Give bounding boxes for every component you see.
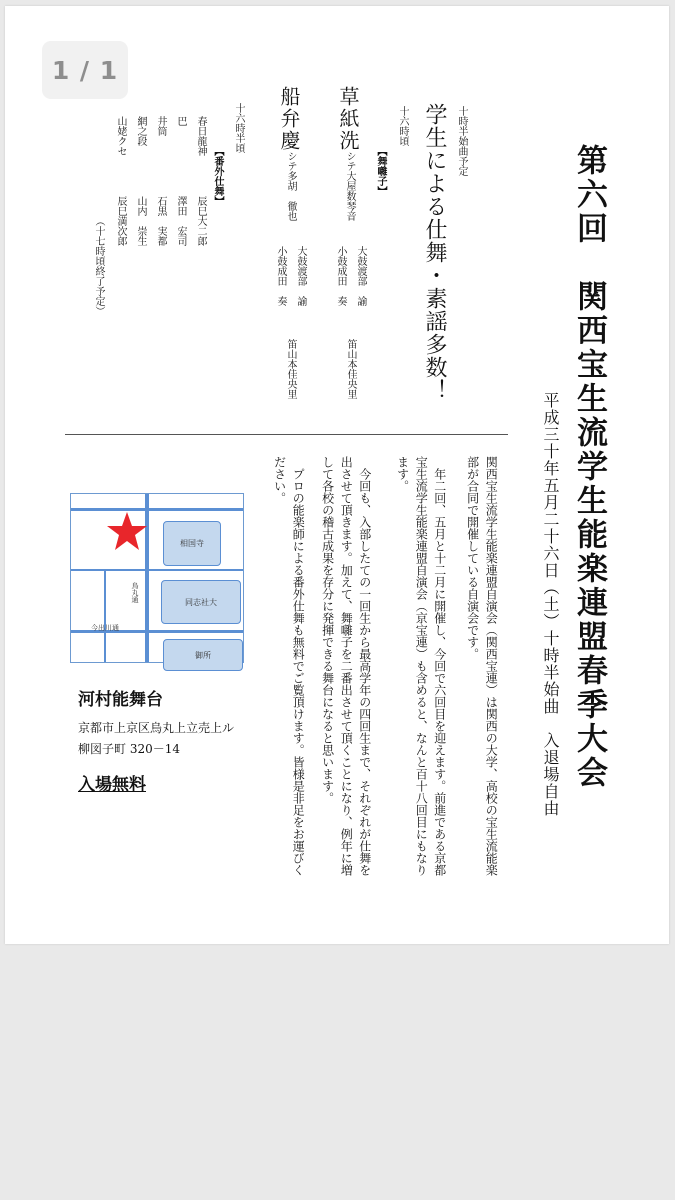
bayashi-taiko: 大鼓渡部 諭 — [355, 246, 366, 306]
headline: 学生による仕舞・素謡多数！ — [422, 103, 447, 402]
road — [104, 569, 106, 662]
bayashi-shite: シテ大屋数琴音 — [344, 151, 355, 221]
bangai-label: 【番外仕舞】 — [212, 146, 223, 206]
venue-address: 京都市上京区烏丸上立売上ル — [78, 721, 235, 735]
bayashi-shite: シテ多胡 徹也 — [285, 151, 296, 221]
admission-free: 入場無料 — [78, 775, 146, 795]
bangai-performer: 辰巳満次郎 — [115, 196, 126, 246]
venue-name: 河村能舞台 — [78, 690, 163, 710]
bayashi-title: 草紙洗 — [336, 86, 360, 152]
map-block-gosho: 御所 — [163, 639, 243, 671]
bangai-performer: 澤田 宏司 — [175, 196, 186, 246]
bayashi-fue: 笛山本佳央里 — [285, 339, 296, 399]
venue-marker-icon — [106, 510, 148, 552]
venue-map — [70, 493, 244, 663]
map-block-shokokuji: 相国寺 — [163, 521, 221, 566]
map-label-karasuma: 烏丸通 — [131, 582, 139, 603]
bayashi-time: 十六時頃 — [397, 106, 408, 146]
start-note: 十時半始曲予定 — [456, 106, 467, 176]
bangai-performer: 山内 崇生 — [135, 196, 146, 246]
bayashi-label: 【舞囃子】 — [375, 146, 386, 196]
map-block-doshisha: 同志社大 — [161, 580, 241, 624]
description-paragraph: 年二回、五月と十二月に開催し、今回で六回目を迎えます。前進である京都宝生流学生能楽連盟自演会（京宝連）も含めると、なんと百十八回目にもなります。 — [395, 456, 447, 876]
bayashi-kotsuzumi: 小鼓成田 奏 — [275, 246, 286, 306]
end-note: （十七時頃終了予定） — [93, 216, 104, 316]
road — [71, 508, 243, 511]
bangai-performer: 石黒 実都 — [155, 196, 166, 246]
page-indicator: 1 / 1 — [42, 41, 128, 99]
bangai-performer: 辰巳大二郎 — [195, 196, 206, 246]
venue-address-line2: 柳図子町 320－14 — [78, 742, 180, 756]
bayashi-taiko: 大鼓渡部 諭 — [295, 246, 306, 306]
event-date: 平成三十年五月二十六日（土）十時半始曲 入退場自由 — [541, 392, 560, 817]
description-paragraph: 今回も、入部したての一回生から最高学年の四回生まで、それぞれが仕舞を出させて頂きます。加えて、舞囃子を二番出させて頂くことになり、例年に増して各校の稽古成果を存分に発揮できる舞台になると思います。 — [320, 456, 372, 876]
section-divider — [65, 434, 508, 435]
description-paragraph: プロの能楽師による番外仕舞も無料でご覧頂けます。皆様是非足をお運びください。 — [272, 456, 306, 876]
event-title: 第六回 関西宝生流学生能楽連盟春季大会 — [571, 144, 607, 790]
bangai-title: 巴 — [175, 116, 186, 126]
description-paragraph: 関西宝生流学生能楽連盟自演会（関西宝連）は関西の大学、高校の宝生流能楽部が合同で開催している自演会です。 — [465, 456, 499, 876]
bayashi-kotsuzumi: 小鼓成田 奏 — [335, 246, 346, 306]
bangai-title: 山姥クセ — [115, 116, 126, 156]
map-label-imadegawa: 今出川通 — [91, 624, 119, 632]
bayashi-title: 船弁慶 — [277, 86, 301, 152]
road — [71, 569, 243, 571]
bangai-title: 春日龍神 — [195, 116, 206, 156]
flyer-page — [5, 6, 669, 944]
bayashi-fue: 笛山本佳央里 — [345, 339, 356, 399]
bangai-title: 井筒 — [155, 116, 166, 136]
bangai-title: 網之段 — [135, 116, 146, 146]
bangai-time: 十六時半頃 — [233, 103, 244, 153]
